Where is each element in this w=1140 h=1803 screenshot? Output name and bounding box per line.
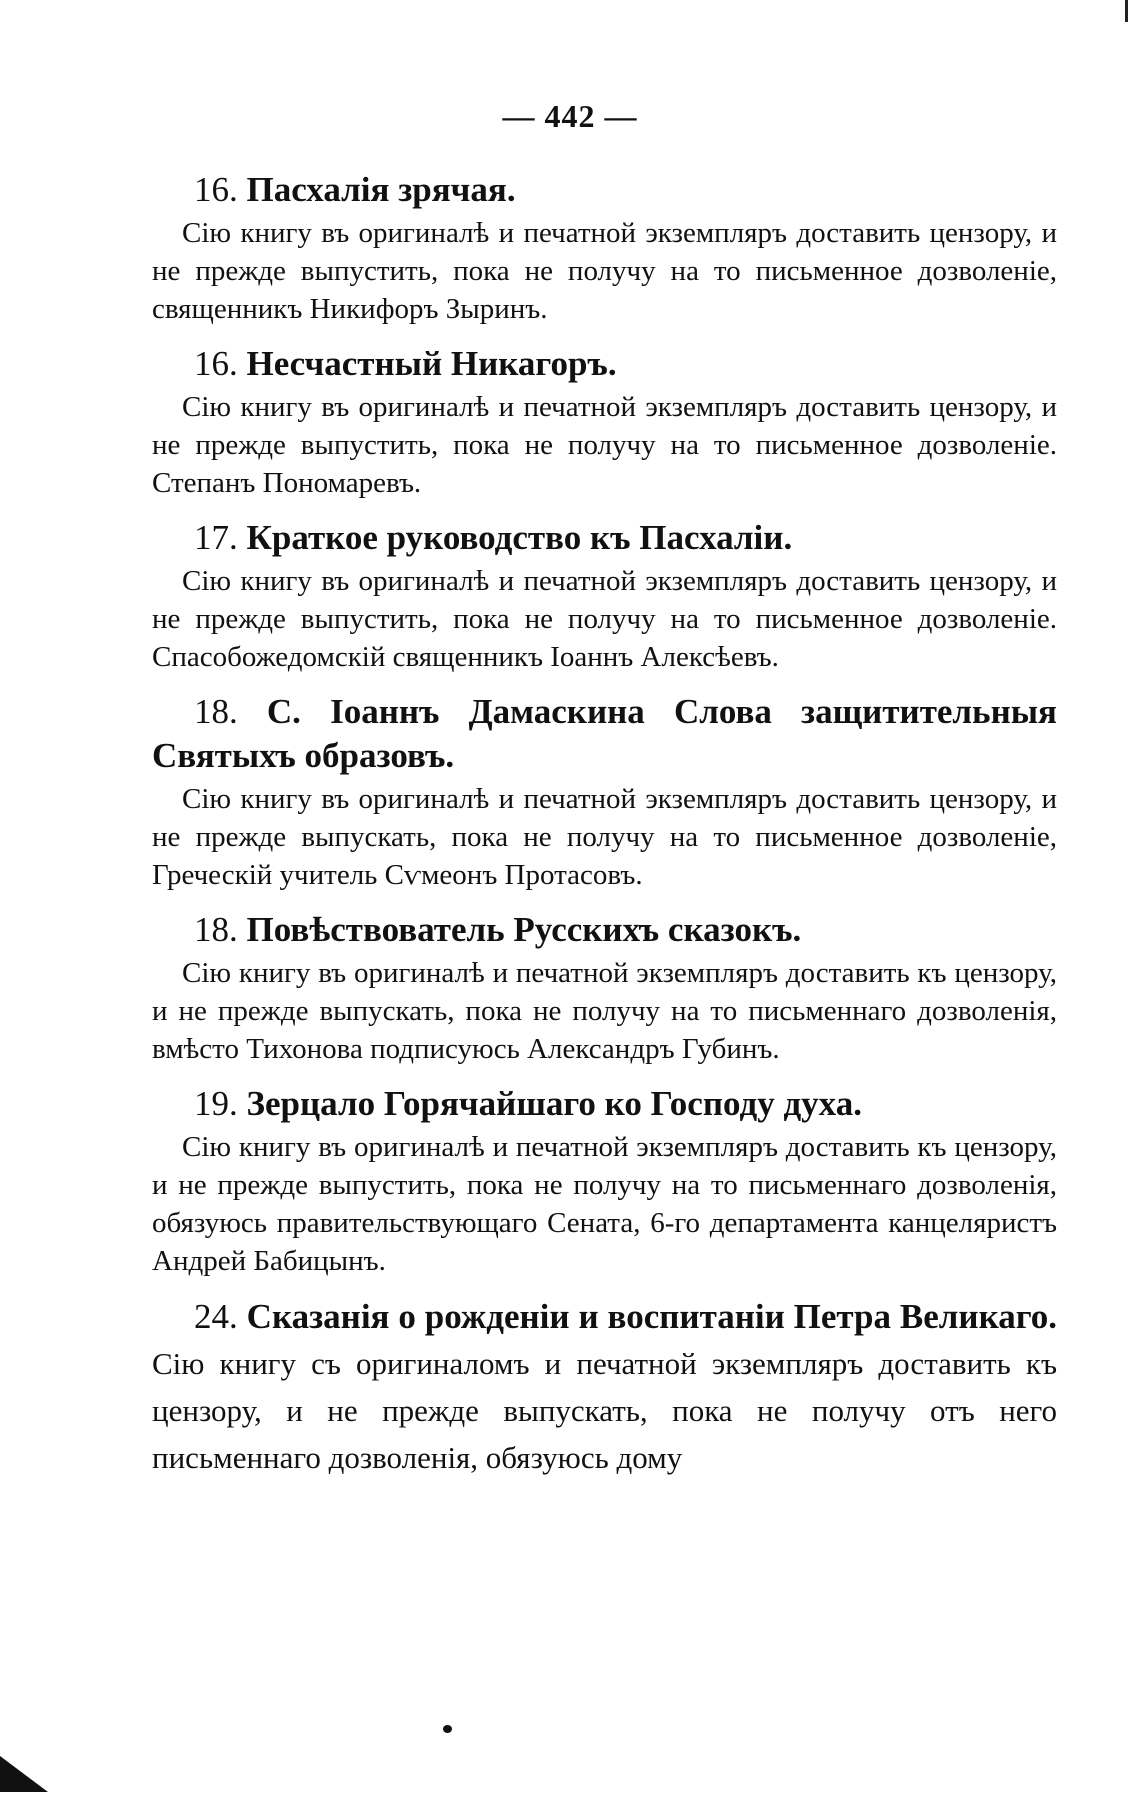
entry-body: Сію книгу въ оригиналѣ и печатной экземпляръ доставить къ цензору, и не прежде выпустить, пока не получу на то письменнаго дозволенія, обязуюсь правительствующаго Сената, 6-го департамента канцеляристъ Андрей Бабицынъ. — [152, 1131, 1057, 1277]
entry-title — [152, 908, 1057, 952]
entry-title-text: Краткое руководство къ Пасхаліи. — [246, 518, 793, 557]
entry-title-text: Пасхалія зрячая. — [246, 170, 516, 209]
scan-edge-mark — [1125, 0, 1128, 22]
entry-number: 16. — [194, 344, 238, 383]
entry-title — [152, 690, 1057, 778]
page-content — [152, 168, 1057, 1495]
entry-body: Сію книгу въ оригиналѣ и печатной экземпляръ доставить цензору, и не прежде выпустить, пока не получу на то письменное дозволеніе. Степанъ Пономаревъ. — [152, 391, 1057, 499]
entry-title-text: С. Іоаннъ Дамаскина Слова защитительныя Святыхъ образовъ. — [152, 692, 1057, 775]
ink-dot — [443, 1725, 452, 1733]
entry-1 — [152, 168, 1057, 328]
corner-arrow-mark — [0, 1756, 48, 1792]
page-number: — 442 — — [502, 98, 638, 134]
entry-title-text: Сказанія о рожденіи и воспитаніи Петра Великаго. — [246, 1297, 1058, 1336]
entry-5 — [152, 908, 1057, 1068]
entry-body: Сію книгу въ оригиналѣ и печатной экземпляръ доставить цензору, и не прежде выпустить, пока не получу на то письменное дозволеніе, священникъ Никифоръ Зыринъ. — [152, 217, 1057, 325]
entry-number: 18. — [194, 692, 238, 731]
entry-number: 18. — [194, 910, 238, 949]
entry-body: Сію книгу въ оригиналѣ и печатной экземпляръ доставить цензору, и не прежде выпускать, пока не получу на то письменное дозволеніе, Греческій учитель Сѵмеонъ Протасовъ. — [152, 783, 1057, 891]
entry-title — [152, 168, 1057, 212]
entry-body: Сію книгу съ оригиналомъ и печатной экземпляръ доставить къ цензору, и не прежде выпускать, пока не получу отъ него письменнаго дозволенія, обязуюсь дому — [152, 1346, 1057, 1475]
entry-number: 19. — [194, 1084, 238, 1123]
entry-2 — [152, 342, 1057, 502]
entry-title — [152, 342, 1057, 386]
entry-body: Сію книгу въ оригиналѣ и печатной экземпляръ доставить къ цензору, и не прежде выпускать, пока не получу на то письменнаго дозволенія, вмѣсто Тихонова подписуюсь Александръ Губинъ. — [152, 957, 1057, 1065]
entry-title-text: Несчастный Никагоръ. — [246, 344, 617, 383]
entry-number: 16. — [194, 170, 238, 209]
entry-number: 17. — [194, 518, 238, 557]
entry-title — [152, 516, 1057, 560]
entry-title — [152, 1294, 1057, 1481]
entry-title-text: Повѣствователь Русскихъ сказокъ. — [246, 910, 802, 949]
entry-4 — [152, 690, 1057, 894]
entry-title — [152, 1082, 1057, 1126]
entry-6 — [152, 1082, 1057, 1280]
entry-body: Сію книгу въ оригиналѣ и печатной экземпляръ доставить цензору, и не прежде выпустить, пока не получу на то письменное дозволеніе. Спасобожедомскій священникъ Іоаннъ Алексѣевъ. — [152, 565, 1057, 673]
entry-7 — [152, 1294, 1057, 1481]
entry-3 — [152, 516, 1057, 676]
entry-number: 24. — [194, 1297, 238, 1336]
entry-title-text: Зерцало Горячайшаго ко Господу духа. — [246, 1084, 862, 1123]
